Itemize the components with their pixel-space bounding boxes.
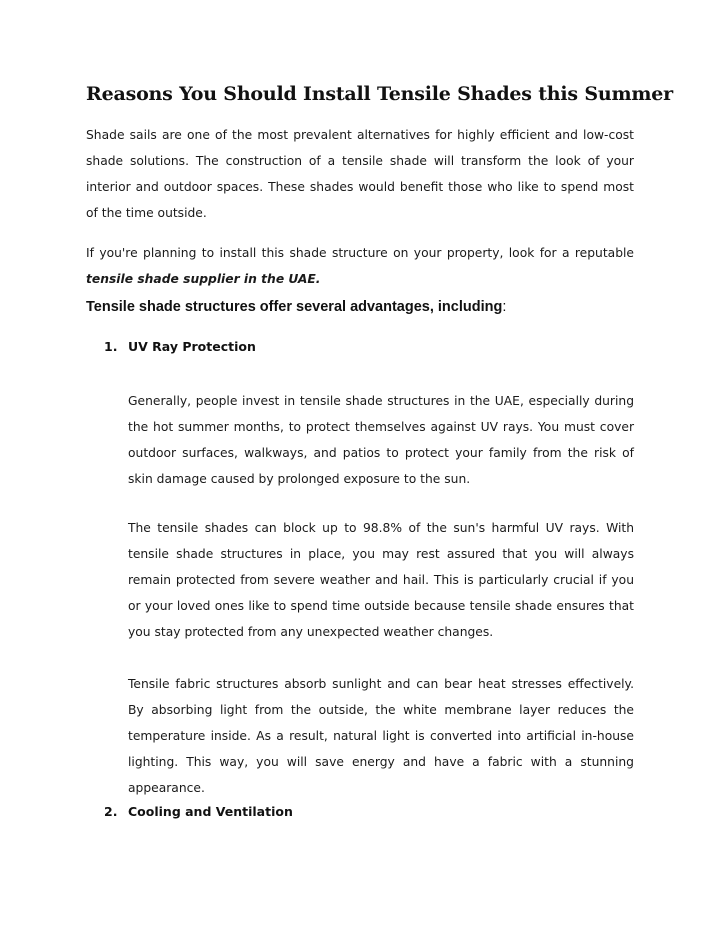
section-number: 1.: [104, 339, 118, 354]
page-title: Reasons You Should Install Tensile Shades this Summer: [86, 83, 673, 105]
planning-text: If you're planning to install this shade structure on your property, look for a reputable: [86, 246, 634, 260]
advantages-heading-text: Tensile shade structures offer several advantages, including: [86, 299, 503, 315]
intro-paragraph: Shade sails are one of the most prevalent alternatives for highly efficient and low-cost shade solutions. The construction of a tensile shade will transform the look of your interior and outdoor spaces. These shades would benefit those who like to spend most of the time outside.: [86, 128, 634, 220]
section-heading-text: Cooling and Ventilation: [128, 804, 293, 819]
section-heading-uv-ray-protection: [104, 339, 256, 354]
section-number: 2.: [104, 804, 118, 819]
uv-paragraph-1: Generally, people invest in tensile shade structures in the UAE, especially during the hot summer months, to protect themselves against UV rays. You must cover outdoor surfaces, walkways, and patios to protect your family from the risk of skin damage caused by prolonged exposure to the sun.: [128, 394, 634, 486]
supplier-link-text: tensile shade supplier in the UAE.: [86, 272, 321, 286]
uv-paragraph-3: Tensile fabric structures absorb sunlight and can bear heat stresses effectively. By absorbing light from the outside, the white membrane layer reduces the temperature inside. As a result, natural light is converted into artificial in-house lighting. This way, you will save energy and have a fabric with a stunning appearance.: [128, 677, 634, 795]
uv-paragraph-2: The tensile shades can block up to 98.8% of the sun's harmful UV rays. With tensile shade structures in place, you may rest assured that you will always remain protected from severe weather and hail. This is particularly crucial if you or your loved ones like to spend time outside because tensile shade ensures that you stay protected from any unexpected weather changes.: [128, 521, 634, 639]
section-heading-cooling-ventilation: [104, 804, 293, 819]
planning-paragraph: [86, 240, 634, 292]
advantages-heading: [86, 299, 506, 315]
section-heading-text: UV Ray Protection: [128, 339, 256, 354]
advantages-heading-colon: :: [502, 299, 507, 315]
